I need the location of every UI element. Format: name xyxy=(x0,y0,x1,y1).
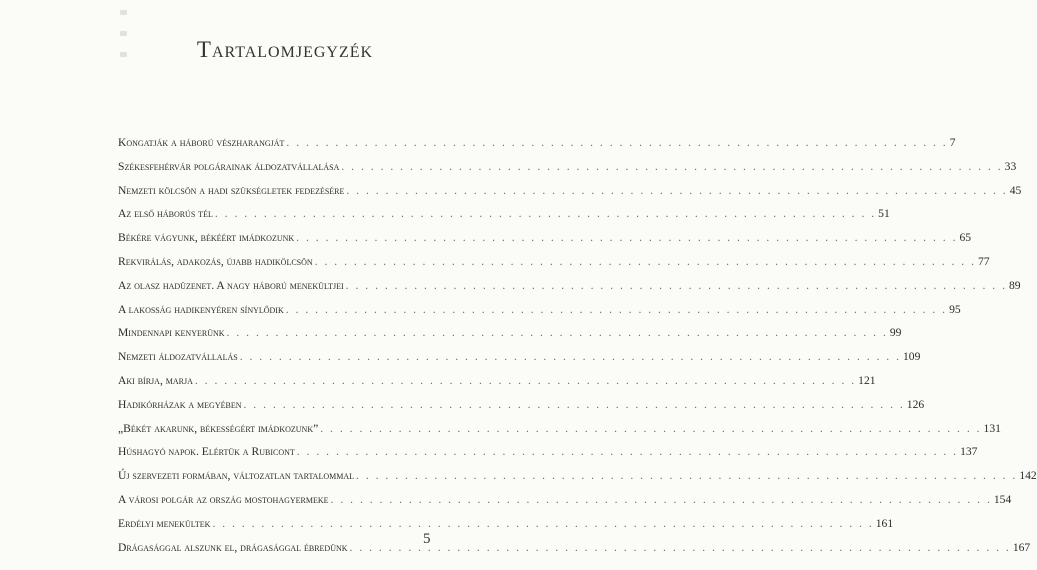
toc-leader-dots xyxy=(242,398,907,411)
toc-leader-dots xyxy=(344,184,1009,197)
toc-entry-page: 89 xyxy=(1008,278,1021,292)
toc-leader-dots xyxy=(339,160,1004,173)
toc-entry-page: 51 xyxy=(878,207,890,221)
toc-entry-title: Békére vágyunk, békéért imádkozunk xyxy=(118,231,295,245)
toc-leader-dots xyxy=(193,374,858,387)
toc-entry-title: „Békét akarunk, békességért imádkozunk” xyxy=(118,421,319,435)
toc-leader-dots xyxy=(348,541,1013,554)
toc-leader-dots xyxy=(294,231,959,244)
print-mark xyxy=(120,31,127,36)
toc-entry-page: 65 xyxy=(959,231,972,245)
toc-entry-title: Drágasággal alszunk el, drágasággal ébredünk xyxy=(118,540,348,554)
toc-entry-page: 109 xyxy=(903,350,921,364)
toc-entry-title: Nemzeti áldozatvállalás xyxy=(118,350,238,364)
toc-entry-page: 131 xyxy=(983,421,1001,435)
toc-leader-dots xyxy=(225,326,890,339)
toc-entry-title: Mindennapi kenyerünk xyxy=(118,326,225,340)
toc-entry xyxy=(118,302,961,327)
toc-entry-title: A lakosság hadikenyéren sínylődik xyxy=(118,302,284,316)
toc-entry-title: Erdélyi menekültek xyxy=(118,516,211,530)
toc-leader-dots xyxy=(210,517,875,530)
toc-entry-title: Székesfehérvár polgárainak áldozatvállalása xyxy=(118,159,340,173)
toc-leader-dots xyxy=(329,493,994,506)
toc-entry xyxy=(118,278,1021,303)
print-mark xyxy=(120,10,127,15)
toc-entry-page: 7 xyxy=(949,136,956,149)
toc-entry-page: 95 xyxy=(949,302,961,316)
toc-entry xyxy=(118,540,1031,565)
toc-entry-title: Új szervezeti formában, változatlan tartalommal xyxy=(118,469,355,483)
toc-entry xyxy=(118,136,956,160)
toc-entry-page: 77 xyxy=(977,254,990,268)
toc-entry-title: Nemzeti kölcsön a hadi szükségletek fedezésére xyxy=(118,183,345,197)
toc-leader-dots xyxy=(354,469,1019,482)
toc-entry-page: 45 xyxy=(1009,183,1022,197)
toc-entry xyxy=(118,183,1022,208)
toc-leader-dots xyxy=(238,350,903,363)
toc-leader-dots xyxy=(284,136,949,149)
toc-entry-title: Aki bírja, marja xyxy=(118,373,193,387)
toc-entry-page: 126 xyxy=(906,397,925,411)
toc-entry xyxy=(118,516,894,541)
toc-entry xyxy=(118,421,1001,446)
toc-entry-title: Hadikórházak a megyében xyxy=(118,397,242,411)
toc-entry-page: 33 xyxy=(1004,159,1017,173)
toc-entry xyxy=(118,445,978,469)
toc-entry-page: 99 xyxy=(889,326,902,340)
toc-entry-title: Az első háborús tél xyxy=(118,207,213,221)
toc-entry-page: 167 xyxy=(1012,540,1031,554)
toc-entry-page: 142 xyxy=(1019,469,1037,483)
toc-entry xyxy=(118,326,902,350)
toc-entry-title: Húshagyó napok. Elértük a Rubicont xyxy=(118,445,295,459)
page-number: 5 xyxy=(423,531,431,547)
toc-leader-dots xyxy=(344,279,1009,292)
toc-entry xyxy=(118,373,876,398)
toc-entry xyxy=(118,492,1012,517)
toc-entry-page: 137 xyxy=(960,445,978,459)
toc-entry-page: 161 xyxy=(875,516,894,530)
toc-entry-title: Rekvirálás, adakozás, újabb hadikölcsön xyxy=(118,254,313,268)
toc-entry-page: 121 xyxy=(858,373,876,387)
toc-entry xyxy=(118,231,972,255)
toc-leader-dots xyxy=(213,207,878,220)
toc-leader-dots xyxy=(284,303,949,316)
table-of-contents xyxy=(118,136,1037,564)
toc-entry-title: Kongatják a háború vészharangját xyxy=(118,136,285,149)
page-title: Tartalomjegyzék xyxy=(196,37,374,62)
toc-leader-dots xyxy=(313,255,978,268)
toc-entry xyxy=(118,397,925,422)
toc-leader-dots xyxy=(318,422,983,435)
toc-entry-page: 154 xyxy=(993,492,1012,506)
toc-entry xyxy=(118,350,921,374)
toc-entry-title: Az olasz hadüzenet. A nagy háború menekültjei xyxy=(118,278,344,292)
toc-entry xyxy=(118,159,1017,184)
toc-entry-title: A városi polgár az ország mostohagyermeke xyxy=(118,492,329,506)
toc-leader-dots xyxy=(295,445,960,458)
toc-entry xyxy=(118,207,890,231)
toc-entry xyxy=(118,469,1037,493)
toc-entry xyxy=(118,254,990,279)
